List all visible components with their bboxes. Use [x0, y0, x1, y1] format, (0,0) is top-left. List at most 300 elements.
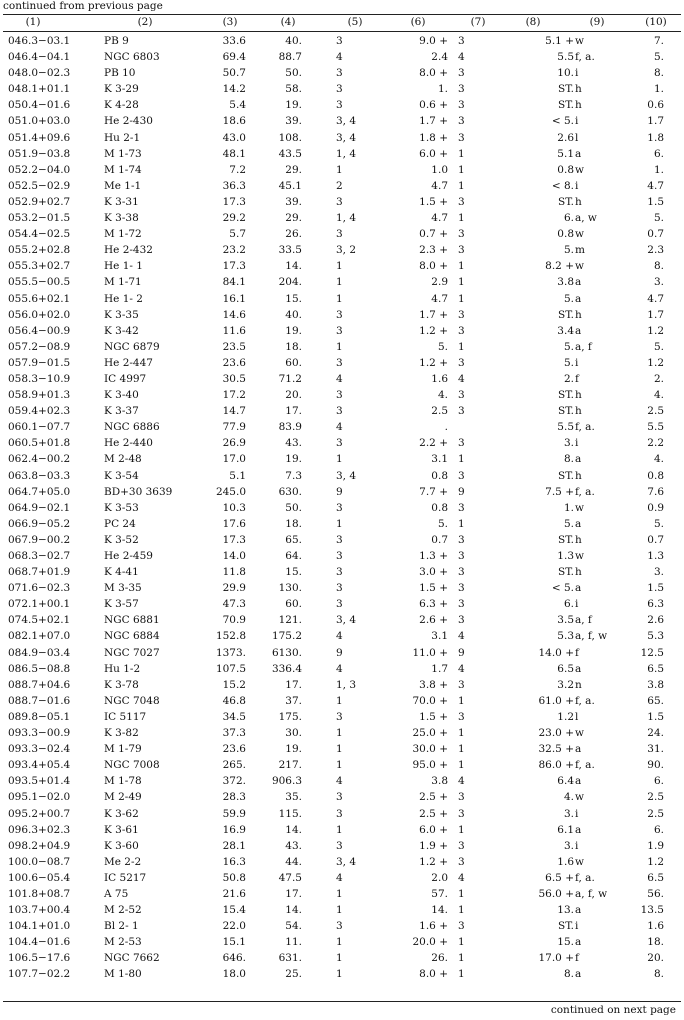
cell-col-1: 064.7+05.0 — [8, 485, 71, 498]
table-row — [0, 355, 684, 371]
cell-col-4: 44. — [285, 855, 302, 868]
cell-col-10: 0.7 — [647, 228, 664, 241]
cell-col-4: 71.2 — [278, 372, 302, 385]
cell-col-9: a, f, w — [575, 887, 608, 900]
cell-col-6: 3.1 — [431, 630, 448, 643]
cell-col-3: 69.4 — [222, 51, 246, 64]
cell-col-4: 17. — [285, 678, 302, 691]
table-row — [0, 113, 684, 129]
cell-col-8: 0.8 — [557, 228, 574, 241]
continued-on-next-page: continued on next page — [550, 1004, 676, 1016]
cell-col-2: Me 1-1 — [104, 179, 142, 192]
cell-col-10: 4.7 — [647, 179, 664, 192]
cell-col-4: 29. — [285, 212, 302, 225]
cell-col-2: M 2-53 — [104, 936, 142, 949]
cell-col-2: K 3-62 — [104, 807, 139, 820]
cell-col-1: 053.2−01.5 — [8, 212, 71, 225]
cell-col-1: 089.8−05.1 — [8, 710, 71, 723]
table-row — [0, 838, 684, 854]
cell-col-10: 5. — [653, 212, 664, 225]
table-row — [0, 757, 684, 773]
cell-col-3: 22.0 — [222, 920, 246, 933]
cell-col-10: 5. — [653, 517, 664, 530]
table-row — [0, 419, 684, 435]
cell-col-2: IC 5217 — [104, 871, 147, 884]
cell-col-9: i — [575, 356, 579, 369]
cell-col-4: 7.3 — [285, 469, 302, 482]
cell-col-9: a, f, w — [575, 630, 608, 643]
cell-col-10: 1.5 — [647, 710, 664, 723]
cell-col-10: 5. — [653, 51, 664, 64]
cell-col-4: 60. — [285, 356, 302, 369]
cell-col-8: 32.5 + — [538, 743, 574, 756]
cell-col-5: 3 — [336, 710, 343, 723]
cell-col-2: NGC 7662 — [104, 952, 160, 965]
cell-col-8: 3.5 — [557, 614, 574, 627]
cell-col-6: 2.2 + — [419, 437, 448, 450]
table-row — [0, 661, 684, 677]
cell-col-3: 59.9 — [222, 807, 246, 820]
header-col-10: (10) — [645, 16, 667, 28]
cell-col-2: PB 10 — [104, 67, 136, 80]
cell-col-8: < 5. — [551, 582, 574, 595]
cell-col-2: NGC 6879 — [104, 340, 160, 353]
cell-col-3: 646. — [222, 952, 246, 965]
cell-col-10: 18. — [647, 936, 664, 949]
table-row — [0, 468, 684, 484]
cell-col-1: 051.9−03.8 — [8, 147, 71, 160]
cell-col-3: 33.6 — [222, 35, 246, 47]
cell-col-3: 372. — [222, 775, 246, 788]
cell-col-2: M 1-78 — [104, 775, 142, 788]
cell-col-8: ST. — [558, 920, 574, 933]
cell-col-5: 3, 4 — [336, 855, 357, 868]
cell-col-9: i — [575, 839, 579, 852]
cell-col-8: 3. — [563, 839, 574, 852]
table-row — [0, 339, 684, 355]
cell-col-10: 12.5 — [640, 646, 664, 659]
cell-col-3: 17.2 — [222, 389, 246, 402]
cell-col-5: 1 — [336, 823, 343, 836]
cell-col-1: 057.2−08.9 — [8, 340, 71, 353]
cell-col-9: a — [575, 324, 582, 337]
cell-col-9: w — [575, 163, 584, 176]
cell-col-3: 23.6 — [222, 356, 246, 369]
cell-col-5: 3 — [336, 920, 343, 933]
cell-col-3: 11.6 — [222, 324, 246, 337]
cell-col-1: 057.9−01.5 — [8, 356, 71, 369]
header-col-3: (3) — [222, 16, 238, 28]
cell-col-4: 39. — [285, 115, 302, 128]
cell-col-3: 16.3 — [222, 855, 246, 868]
cell-col-9: h — [575, 533, 582, 546]
cell-col-8: 6. — [563, 212, 574, 225]
cell-col-9: w — [575, 35, 584, 47]
header-col-4: (4) — [280, 16, 296, 28]
cell-col-9: h — [575, 308, 582, 321]
cell-col-1: 059.4+02.3 — [8, 405, 71, 418]
cell-col-3: 47.3 — [222, 598, 246, 611]
cell-col-4: 18. — [285, 517, 302, 530]
cell-col-3: 17.3 — [222, 533, 246, 546]
cell-col-3: 26.9 — [222, 437, 246, 450]
cell-col-8: 5.5 — [557, 51, 574, 64]
cell-col-5: 1 — [336, 453, 343, 466]
cell-col-1: 055.3+02.7 — [8, 260, 71, 273]
cell-col-4: 26. — [285, 228, 302, 241]
cell-col-10: 1.5 — [647, 582, 664, 595]
cell-col-1: 084.9−03.4 — [8, 646, 71, 659]
cell-col-2: PC 24 — [104, 517, 136, 530]
cell-col-10: 2. — [653, 372, 664, 385]
table-row — [0, 371, 684, 387]
cell-col-6: 2.6 + — [419, 614, 448, 627]
cell-col-4: 39. — [285, 195, 302, 208]
cell-col-3: 17.3 — [222, 260, 246, 273]
table-row — [0, 500, 684, 516]
cell-col-1: 064.9−02.1 — [8, 501, 71, 514]
table-row — [0, 33, 684, 49]
cell-col-5: 3 — [336, 308, 343, 321]
cell-col-1: 071.6−02.3 — [8, 582, 71, 595]
cell-col-3: 84.1 — [222, 276, 246, 289]
cell-col-1: 088.7+04.6 — [8, 678, 71, 691]
cell-col-3: 23.5 — [222, 340, 246, 353]
cell-col-5: 1 — [336, 260, 343, 273]
cell-col-3: 77.9 — [222, 421, 246, 434]
cell-col-9: h — [575, 405, 582, 418]
cell-col-7: 1 — [458, 887, 465, 900]
cell-col-8: ST. — [558, 195, 574, 208]
cell-col-9: w — [575, 550, 584, 562]
cell-col-10: 56. — [647, 887, 664, 900]
table-row — [0, 226, 684, 242]
cell-col-3: 28.1 — [222, 839, 246, 852]
bottom-rule — [3, 1001, 681, 1002]
cell-col-8: 17.0 + — [538, 952, 574, 965]
cell-col-7: 1 — [458, 292, 465, 305]
cell-col-2: Hu 1-2 — [104, 662, 141, 675]
cell-col-5: 4 — [336, 51, 343, 64]
cell-col-9: a — [575, 743, 582, 756]
cell-col-8: 5.1 + — [545, 35, 574, 47]
cell-col-4: 15. — [285, 566, 302, 579]
cell-col-1: 104.4−01.6 — [8, 936, 71, 949]
cell-col-1: 052.2−04.0 — [8, 163, 71, 176]
cell-col-7: 4 — [458, 51, 465, 64]
cell-col-10: 90. — [647, 759, 664, 772]
cell-col-8: 15. — [557, 936, 574, 949]
cell-col-6: 1.5 + — [419, 710, 448, 723]
header-col-2: (2) — [137, 16, 153, 28]
cell-col-4: 20. — [285, 389, 302, 402]
cell-col-3: 10.3 — [222, 501, 246, 514]
cell-col-7: 3 — [458, 228, 465, 241]
cell-col-4: 43. — [285, 437, 302, 450]
cell-col-8: ST. — [558, 405, 574, 418]
cell-col-4: 17. — [285, 887, 302, 900]
cell-col-9: i — [575, 179, 579, 192]
cell-col-4: 121. — [278, 614, 302, 627]
cell-col-1: 093.3−00.9 — [8, 727, 71, 740]
cell-col-9: w — [575, 855, 584, 868]
cell-col-5: 4 — [336, 775, 343, 788]
cell-col-6: 9.0 + — [419, 35, 448, 47]
cell-col-10: 2.5 — [647, 791, 664, 804]
cell-col-7: 1 — [458, 179, 465, 192]
cell-col-7: 1 — [458, 212, 465, 225]
table-row — [0, 548, 684, 564]
cell-col-6: . — [444, 421, 448, 434]
cell-col-10: 31. — [647, 743, 664, 756]
cell-col-1: 100.6−05.4 — [8, 871, 71, 884]
cell-col-5: 1 — [336, 163, 343, 176]
cell-col-8: 3.4 — [557, 324, 574, 337]
cell-col-1: 048.1+01.1 — [8, 83, 71, 96]
cell-col-3: 29.9 — [222, 582, 246, 595]
cell-col-4: 60. — [285, 598, 302, 611]
cell-col-3: 17.0 — [222, 453, 246, 466]
cell-col-8: < 8. — [551, 179, 574, 192]
cell-col-9: l — [575, 131, 579, 144]
cell-col-1: 050.4−01.6 — [8, 99, 71, 112]
cell-col-3: 43.0 — [222, 131, 246, 144]
cell-col-6: 70.0 + — [412, 694, 448, 707]
cell-col-10: 0.9 — [647, 501, 664, 514]
cell-col-8: 8. — [563, 968, 574, 981]
cell-col-7: 3 — [458, 807, 465, 820]
cell-col-7: 3 — [458, 598, 465, 611]
cell-col-2: M 2-49 — [104, 791, 142, 804]
cell-col-2: K 3-38 — [104, 212, 139, 225]
cell-col-9: m — [575, 244, 585, 257]
cell-col-2: NGC 7027 — [104, 646, 160, 659]
cell-col-1: 096.3+02.3 — [8, 823, 71, 836]
cell-col-8: 5. — [563, 340, 574, 353]
cell-col-7: 4 — [458, 630, 465, 643]
cell-col-9: h — [575, 195, 582, 208]
cell-col-10: 6. — [653, 823, 664, 836]
cell-col-3: 11.8 — [222, 566, 246, 579]
cell-col-4: 29. — [285, 163, 302, 176]
cell-col-1: 074.5+02.1 — [8, 614, 71, 627]
cell-col-10: 1.7 — [647, 115, 664, 128]
cell-col-9: a — [575, 453, 582, 466]
cell-col-2: K 4-41 — [104, 566, 139, 579]
cell-col-9: w — [575, 260, 584, 273]
cell-col-7: 4 — [458, 662, 465, 675]
cell-col-7: 3 — [458, 195, 465, 208]
cell-col-7: 1 — [458, 163, 465, 176]
cell-col-5: 1, 3 — [336, 678, 357, 691]
cell-col-1: 063.8−03.3 — [8, 469, 71, 482]
cell-col-1: 058.9+01.3 — [8, 389, 71, 402]
cell-col-9: i — [575, 67, 579, 80]
cell-col-7: 1 — [458, 340, 465, 353]
cell-col-7: 3 — [458, 244, 465, 257]
header-rule — [3, 31, 681, 32]
table-row — [0, 902, 684, 918]
table-row — [0, 484, 684, 500]
cell-col-2: PB 9 — [104, 35, 129, 47]
cell-col-2: K 3-37 — [104, 405, 139, 418]
cell-col-10: 6. — [653, 147, 664, 160]
cell-col-7: 1 — [458, 952, 465, 965]
cell-col-6: 30.0 + — [412, 743, 448, 756]
cell-col-6: 1.3 + — [419, 550, 448, 562]
cell-col-6: 6.3 + — [419, 598, 448, 611]
cell-col-10: 24. — [647, 727, 664, 740]
cell-col-8: 3.2 — [557, 678, 574, 691]
cell-col-4: 631. — [278, 952, 302, 965]
cell-col-10: 13.5 — [640, 904, 664, 917]
cell-col-7: 1 — [458, 147, 465, 160]
cell-col-1: 093.3−02.4 — [8, 743, 71, 756]
cell-col-6: 1.6 + — [419, 920, 448, 933]
cell-col-1: 098.2+04.9 — [8, 839, 71, 852]
cell-col-9: f — [575, 952, 579, 965]
table-row — [0, 258, 684, 274]
cell-col-8: 1.3 — [557, 550, 574, 562]
cell-col-1: 052.9+02.7 — [8, 195, 71, 208]
cell-col-4: 37. — [285, 694, 302, 707]
cell-col-5: 1 — [336, 968, 343, 981]
cell-col-1: 093.4+05.4 — [8, 759, 71, 772]
cell-col-2: Hu 2-1 — [104, 131, 141, 144]
cell-col-9: f, a. — [575, 759, 595, 772]
cell-col-6: 3.8 — [431, 775, 448, 788]
cell-col-8: ST. — [558, 469, 574, 482]
cell-col-3: 34.5 — [222, 710, 246, 723]
cell-col-3: 50.8 — [222, 871, 246, 884]
cell-col-5: 1 — [336, 936, 343, 949]
table-row — [0, 741, 684, 757]
cell-col-8: 1.6 — [557, 855, 574, 868]
cell-col-4: 30. — [285, 727, 302, 740]
cell-col-10: 3.8 — [647, 678, 664, 691]
cell-col-8: 3. — [563, 437, 574, 450]
cell-col-5: 4 — [336, 372, 343, 385]
cell-col-6: 3.0 + — [419, 566, 448, 579]
table-row — [0, 580, 684, 596]
cell-col-8: 5. — [563, 244, 574, 257]
table-row — [0, 307, 684, 323]
cell-col-4: 65. — [285, 533, 302, 546]
cell-col-10: 2.5 — [647, 405, 664, 418]
cell-col-10: 5.3 — [647, 630, 664, 643]
cell-col-1: 088.7−01.6 — [8, 694, 71, 707]
cell-col-9: f — [575, 646, 579, 659]
cell-col-3: 14.2 — [222, 83, 246, 96]
cell-col-2: NGC 6886 — [104, 421, 160, 434]
cell-col-9: n — [575, 678, 582, 691]
cell-col-8: ST. — [558, 389, 574, 402]
cell-col-8: 13. — [557, 904, 574, 917]
cell-col-9: f, a. — [575, 871, 595, 884]
cell-col-4: 11. — [285, 936, 302, 949]
cell-col-7: 3 — [458, 791, 465, 804]
cell-col-8: 4. — [563, 791, 574, 804]
cell-col-7: 3 — [458, 324, 465, 337]
cell-col-1: 068.3−02.7 — [8, 550, 71, 562]
cell-col-7: 1 — [458, 759, 465, 772]
table-row — [0, 274, 684, 290]
cell-col-7: 1 — [458, 517, 465, 530]
cell-col-3: 48.1 — [222, 147, 246, 160]
cell-col-6: 1.7 — [431, 662, 448, 675]
cell-col-4: 40. — [285, 35, 302, 47]
cell-col-7: 1 — [458, 276, 465, 289]
cell-col-2: NGC 6881 — [104, 614, 160, 627]
cell-col-9: f, a. — [575, 51, 595, 64]
cell-col-4: 175. — [278, 710, 302, 723]
cell-col-3: 5.4 — [229, 99, 246, 112]
cell-col-1: 072.1+00.1 — [8, 598, 71, 611]
cell-col-10: 5.5 — [647, 421, 664, 434]
cell-col-2: K 3-57 — [104, 598, 139, 611]
cell-col-6: 1.2 + — [419, 855, 448, 868]
column-header-row — [0, 16, 684, 29]
cell-col-7: 3 — [458, 550, 465, 562]
cell-col-3: 46.8 — [222, 694, 246, 707]
cell-col-9: a — [575, 517, 582, 530]
header-col-5: (5) — [347, 16, 363, 28]
cell-col-8: 56.0 + — [538, 887, 574, 900]
cell-col-4: 25. — [285, 968, 302, 981]
cell-col-3: 70.9 — [222, 614, 246, 627]
header-col-9: (9) — [589, 16, 605, 28]
cell-col-3: 265. — [222, 759, 246, 772]
cell-col-4: 115. — [278, 807, 302, 820]
cell-col-6: 4.7 — [431, 292, 448, 305]
table-row — [0, 773, 684, 789]
cell-col-6: 1.8 + — [419, 131, 448, 144]
cell-col-5: 3, 4 — [336, 131, 357, 144]
cell-col-6: 8.0 + — [419, 260, 448, 273]
cell-col-8: 2.6 — [557, 131, 574, 144]
cell-col-4: 88.7 — [278, 51, 302, 64]
cell-col-6: 1.0 — [431, 163, 448, 176]
cell-col-10: 6.5 — [647, 871, 664, 884]
cell-col-8: 6. — [563, 598, 574, 611]
cell-col-8: 5. — [563, 292, 574, 305]
table-row — [0, 210, 684, 226]
cell-col-9: a — [575, 147, 582, 160]
cell-col-8: ST. — [558, 566, 574, 579]
cell-col-3: 23.2 — [222, 244, 246, 257]
cell-col-1: 051.0+03.0 — [8, 115, 71, 128]
cell-col-10: 6.5 — [647, 662, 664, 675]
cell-col-7: 1 — [458, 743, 465, 756]
cell-col-8: 8.2 + — [545, 260, 574, 273]
cell-col-9: w — [575, 501, 584, 514]
cell-col-4: 336.4 — [271, 662, 302, 675]
cell-col-10: 7.6 — [647, 485, 664, 498]
cell-col-10: 6. — [653, 775, 664, 788]
cell-col-7: 4 — [458, 372, 465, 385]
cell-col-9: l — [575, 710, 579, 723]
cell-col-5: 3 — [336, 405, 343, 418]
cell-col-6: 1.2 + — [419, 356, 448, 369]
cell-col-8: 5.5 — [557, 421, 574, 434]
cell-col-3: 16.9 — [222, 823, 246, 836]
cell-col-1: 046.4−04.1 — [8, 51, 71, 64]
cell-col-2: K 3-52 — [104, 533, 139, 546]
cell-col-6: 2.0 — [431, 871, 448, 884]
cell-col-4: 45.1 — [278, 179, 302, 192]
cell-col-6: 4. — [437, 389, 448, 402]
cell-col-3: 107.5 — [215, 662, 246, 675]
